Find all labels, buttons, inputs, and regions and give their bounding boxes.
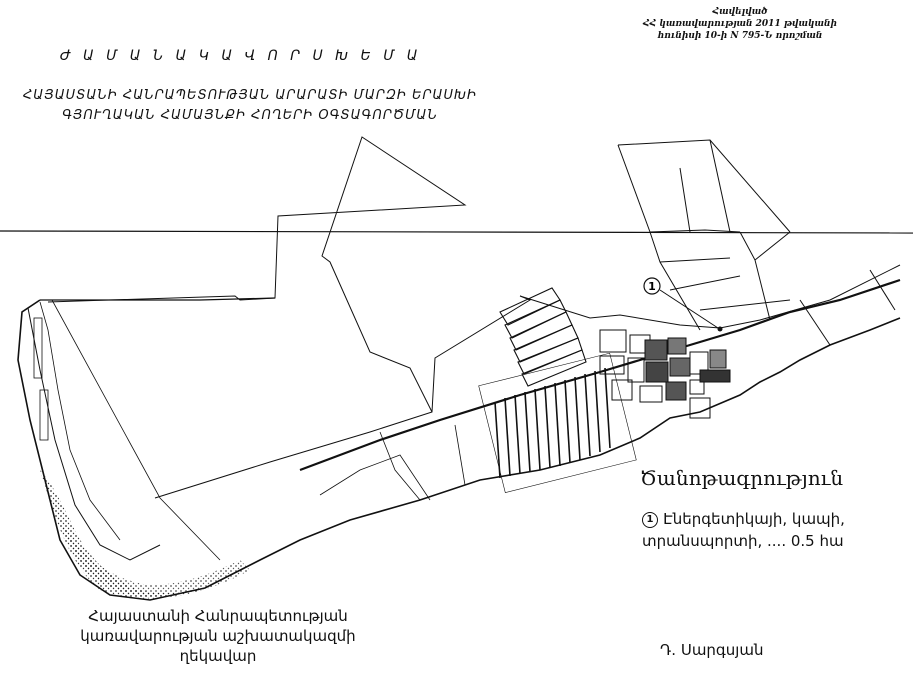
marker-1-label: 1	[648, 280, 656, 293]
annex-line-2: ՀՀ կառավարության 2011 թվականի	[643, 19, 837, 29]
settlement-blocks	[600, 330, 730, 418]
legend-item	[642, 508, 845, 552]
legend-item-line-2: տրանսպորտի, .... 0.5 հա	[642, 532, 844, 550]
road-line-3	[52, 300, 220, 560]
signatory-line-2: կառավարության աշխատակազմի	[80, 627, 356, 645]
legend-title: Ծանոթագրություն	[640, 466, 844, 490]
ditch-rect-1	[34, 318, 42, 378]
page-subtitle-line-1: ՀԱՅԱՍՏԱՆԻ ՀԱՆՐԱՊԵՏՈՒԹՅԱՆ ԱՐԱՐԱՏԻ ՄԱՐԶԻ ԵՐԱՍԽԻ	[22, 88, 478, 103]
north-east-parcels	[618, 140, 895, 345]
legend-marker-icon: 1	[642, 512, 658, 528]
page-subtitle-line-2: ԳՅՈՒՂԱԿԱՆ ՀԱՄԱՅՆՔԻ ՀՈՂԵՐԻ ՕԳՏԱԳՈՐԾՄԱՆ	[62, 108, 438, 123]
signatory-name: Դ. Սարգսյան	[660, 641, 764, 659]
zigzag-boundary	[48, 137, 465, 412]
marker-1	[644, 278, 723, 332]
signatory-line-3: ղեկավար	[179, 647, 257, 665]
road-line-6	[455, 425, 465, 485]
road-line-5	[380, 432, 420, 500]
signatory-line-1: Հայաստանի Հանրապետության	[88, 607, 348, 625]
annex-line-3: հունիսի 10-ի N 795-Ն որոշման	[657, 31, 823, 41]
field-strips-south	[495, 368, 610, 478]
road-line-4	[320, 455, 430, 500]
page-title: Ժ Ա Մ Ա Ն Ա Կ Ա Վ Ո Ր Ս Խ Ե Մ Ա	[60, 48, 422, 64]
scan-line	[0, 231, 913, 233]
ditch-rect-2	[40, 390, 48, 440]
stipple-band-2	[60, 520, 250, 596]
field-strips-north	[500, 288, 586, 386]
legend-item-line-1: Էներգետիկայի, կապի,	[663, 510, 845, 528]
signatory-position	[78, 606, 358, 666]
annex-line-1: Հավելված	[712, 7, 768, 17]
